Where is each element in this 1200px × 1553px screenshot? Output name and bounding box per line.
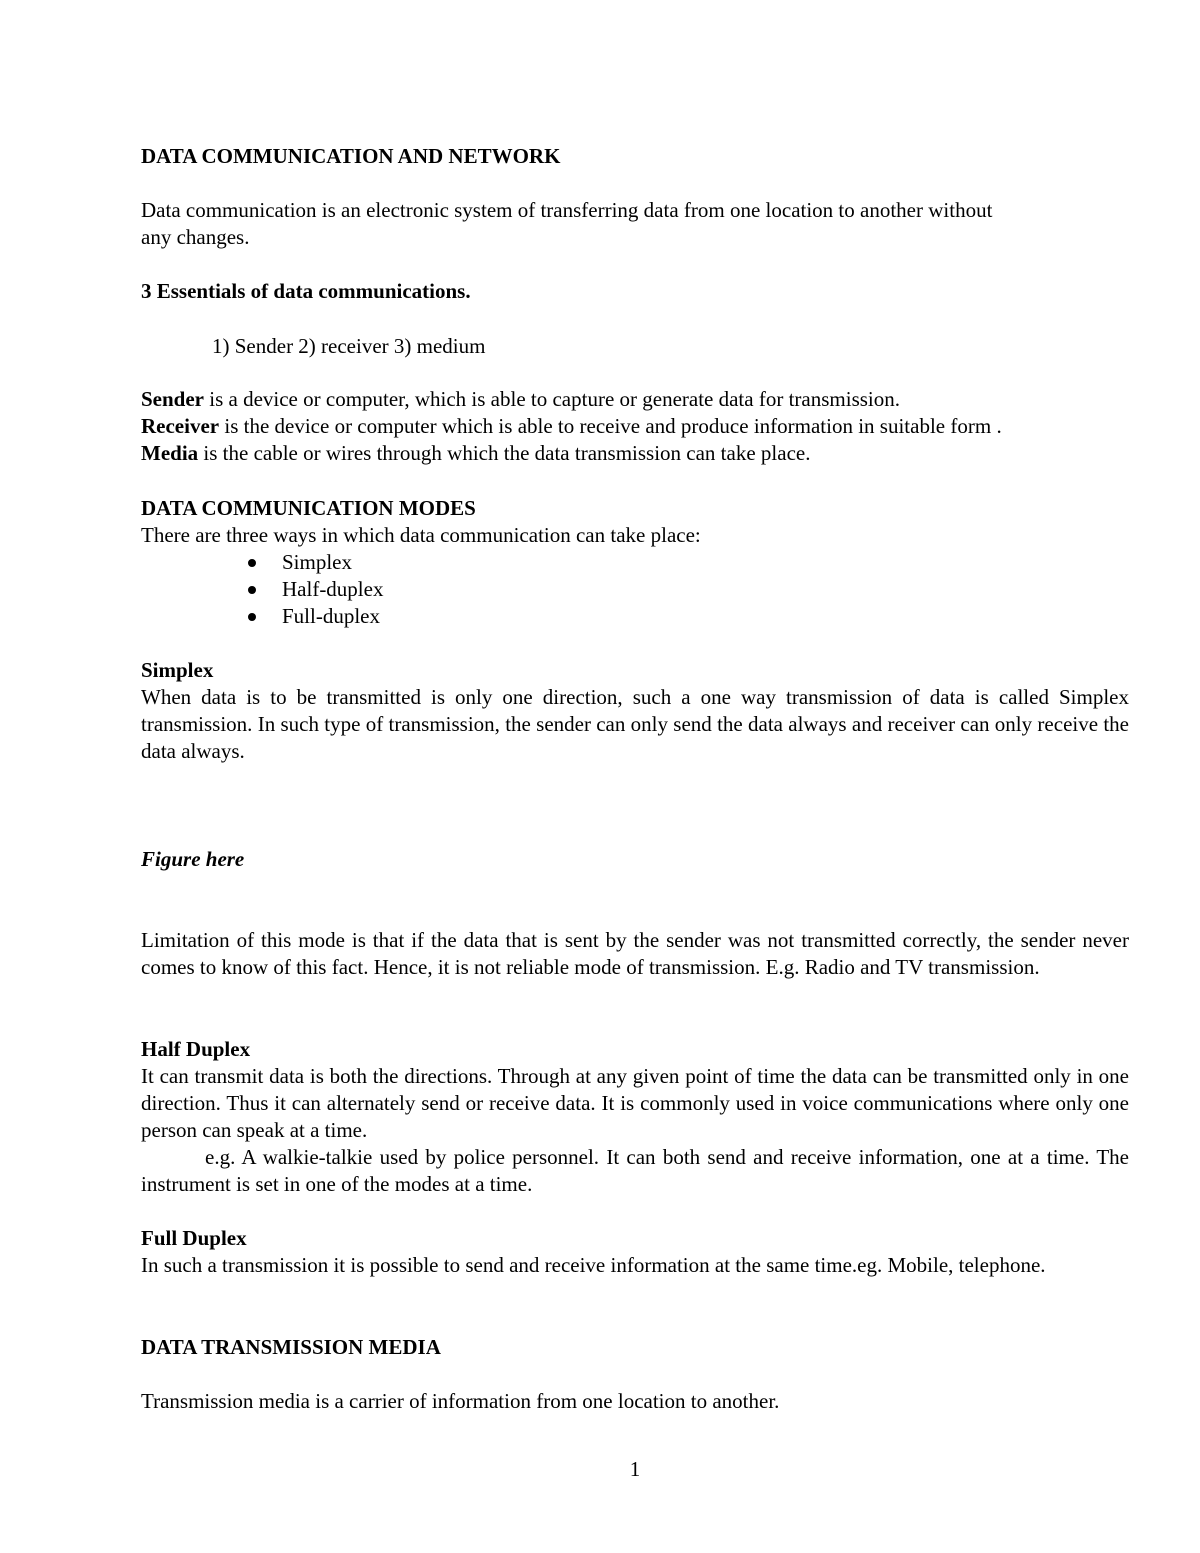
bullet-icon: [248, 586, 256, 594]
simplex-paragraph: When data is to be transmitted is only one direction, such a one way transmission of data is called Simplex transmission. In such type of transmission, the sender can only send the data always and receiver can only receive the data always.: [141, 685, 1129, 763]
list-item: [245, 576, 383, 603]
definition-text: is the device or computer which is able to receive and produce information in suitable form .: [219, 414, 1002, 438]
definition-term: Media: [141, 441, 199, 465]
definition-receiver: [141, 413, 1002, 440]
half-duplex-example: e.g. A walkie-talkie used by police personnel. It can both send and receive information, one at a time. The instrument is set in one of the modes at a time.: [141, 1145, 1129, 1196]
simplex-heading: Simplex: [141, 658, 214, 682]
intro-line-1: Data communication is an electronic system of transferring data from one location to another without: [141, 198, 993, 222]
essentials-list: 1) Sender 2) receiver 3) medium: [212, 334, 486, 358]
document-page: [141, 0, 1129, 1553]
media-heading: DATA TRANSMISSION MEDIA: [141, 1335, 441, 1359]
half-duplex-heading: Half Duplex: [141, 1037, 251, 1061]
bullet-icon: [248, 613, 256, 621]
definition-media: [141, 440, 810, 467]
definition-text: is a device or computer, which is able to capture or generate data for transmission.: [204, 387, 900, 411]
modes-heading: DATA COMMUNICATION MODES: [141, 496, 476, 520]
intro-line-2: any changes.: [141, 225, 250, 249]
modes-list: [245, 549, 383, 630]
media-paragraph: Transmission media is a carrier of information from one location to another.: [141, 1389, 780, 1413]
list-item: [245, 549, 383, 576]
list-item-label: Half-duplex: [282, 577, 384, 601]
simplex-limitation: Limitation of this mode is that if the data that is sent by the sender was not transmitted correctly, the sender never comes to know of this fact. Hence, it is not reliable mode of transmission. E.g. Radio and TV transmission.: [141, 928, 1129, 979]
bullet-icon: [248, 559, 256, 567]
definition-term: Receiver: [141, 414, 220, 438]
document-title: DATA COMMUNICATION AND NETWORK: [141, 144, 561, 168]
list-item: [245, 603, 383, 630]
definition-sender: [141, 386, 900, 413]
page-number: 1: [629, 1457, 641, 1481]
figure-placeholder: Figure here: [141, 847, 245, 871]
full-duplex-heading: Full Duplex: [141, 1226, 247, 1250]
definition-term: Sender: [141, 387, 204, 411]
list-item-label: Full-duplex: [282, 604, 380, 628]
list-item-label: Simplex: [282, 550, 353, 574]
definition-text: is the cable or wires through which the data transmission can take place.: [198, 441, 811, 465]
modes-intro: There are three ways in which data communication can take place:: [141, 523, 701, 547]
full-duplex-paragraph: In such a transmission it is possible to send and receive information at the same time.eg. Mobile, telephone.: [141, 1253, 1046, 1277]
half-duplex-paragraph: It can transmit data is both the directions. Through at any given point of time the data can be transmitted only in one direction. Thus it can alternately send or receive data. It is commonly used in voice communications where only one person can speak at a time.: [141, 1064, 1129, 1142]
essentials-heading: 3 Essentials of data communications.: [141, 279, 471, 303]
